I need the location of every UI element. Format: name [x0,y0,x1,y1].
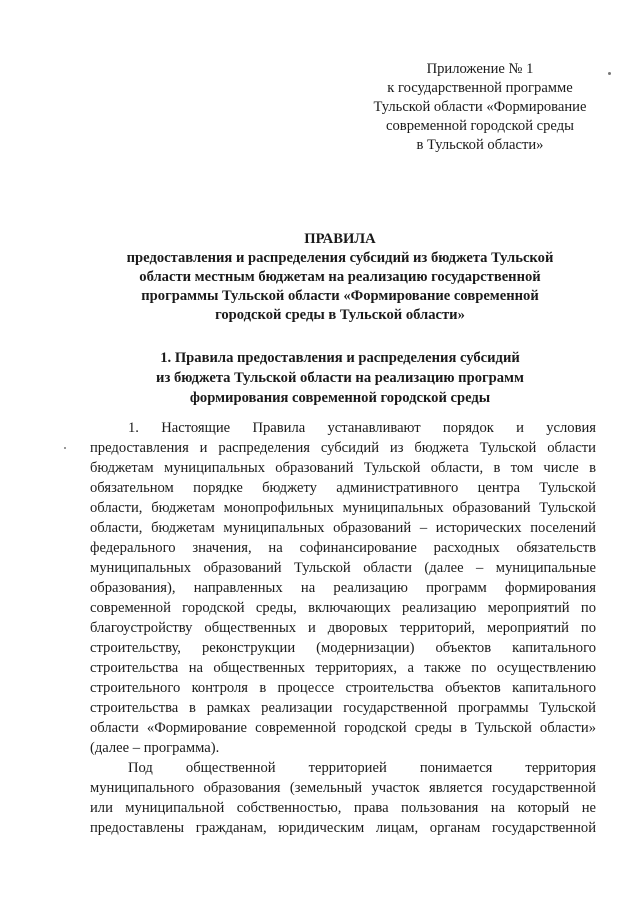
title-subtitle-line: предоставления и распределения субсидий из бюджета Тульской [126,250,554,266]
title-subtitle-line: городской среды в Тульской области» [215,307,465,323]
paragraph-line: предоставлены гражданам, юридическим лицам, органам государственной [90,820,596,836]
paragraph-line: или муниципальной собственностью, права пользования на который не [90,800,596,816]
paragraph-line: строительства в рамках реализации государственной программы Тульской [90,700,596,716]
title-main: ПРАВИЛА [304,231,376,247]
scan-speck [64,447,66,449]
paragraph-line: муниципального образования (земельный участок является государственной [90,780,596,796]
section-heading [110,348,570,408]
document-title [95,230,585,325]
paragraph-line: благоустройству общественных и дворовых территорий, мероприятий по [90,620,596,636]
paragraph-line: области, бюджетам муниципальных образований – исторических поселений [90,520,596,536]
paragraph-line: бюджетам муниципальных образований Тульской области, в том числе в [90,460,596,476]
section-heading-line: формирования современной городской среды [189,390,491,406]
section-heading-line: 1. Правила предоставления и распределения субсидий [160,350,520,366]
scan-speck [608,72,611,75]
paragraph-line: строительству, реконструкции (модернизации) объектов капитального [90,640,596,656]
appendix-line: в Тульской области» [416,137,544,153]
title-subtitle-line: области местным бюджетам на реализацию государственной [139,269,541,285]
section-heading-line: из бюджета Тульской области на реализацию программ [156,370,524,386]
paragraph-line: Под общественной территорией понимается территория [128,760,596,776]
title-subtitle-line: программы Тульской области «Формирование современной [141,288,539,304]
paragraph-line: федерального значения, на софинансирование расходных обязательств [90,540,596,556]
paragraph-line: 1. Настоящие Правила устанавливают порядок и условия [128,420,596,436]
paragraph-line: области, бюджетам монопрофильных муниципальных образований Тульской [90,500,596,516]
paragraph-line: современной городской среды, включающих реализацию мероприятий по [90,600,596,616]
body-text [90,418,596,838]
appendix-line: современной городской среды [386,118,574,134]
appendix-line: Приложение № 1 [426,61,534,77]
paragraph-line: предоставления и распределения субсидий из бюджета Тульской области [90,440,596,456]
paragraph-line: области «Формирование современной городской среды в Тульской области» [90,720,596,736]
appendix-line: к государственной программе [387,80,573,96]
paragraph-2 [90,758,596,838]
appendix-line: Тульской области «Формирование [373,99,587,115]
paragraph-line: образования), направленных на реализацию программ формирования [90,580,596,596]
paragraph-line: (далее – программа). [90,740,220,756]
paragraph-line: строительного контроля в процессе строительства объектов капитального [90,680,596,696]
paragraph-1 [90,418,596,758]
paragraph-line: обязательном порядке бюджету административного центра Тульской [90,480,596,496]
appendix-note [340,60,620,155]
paragraph-line: строительства на общественных территориях, а также по осуществлению [90,660,596,676]
paragraph-line: муниципальных образований Тульской области (далее – муниципальные [90,560,596,576]
